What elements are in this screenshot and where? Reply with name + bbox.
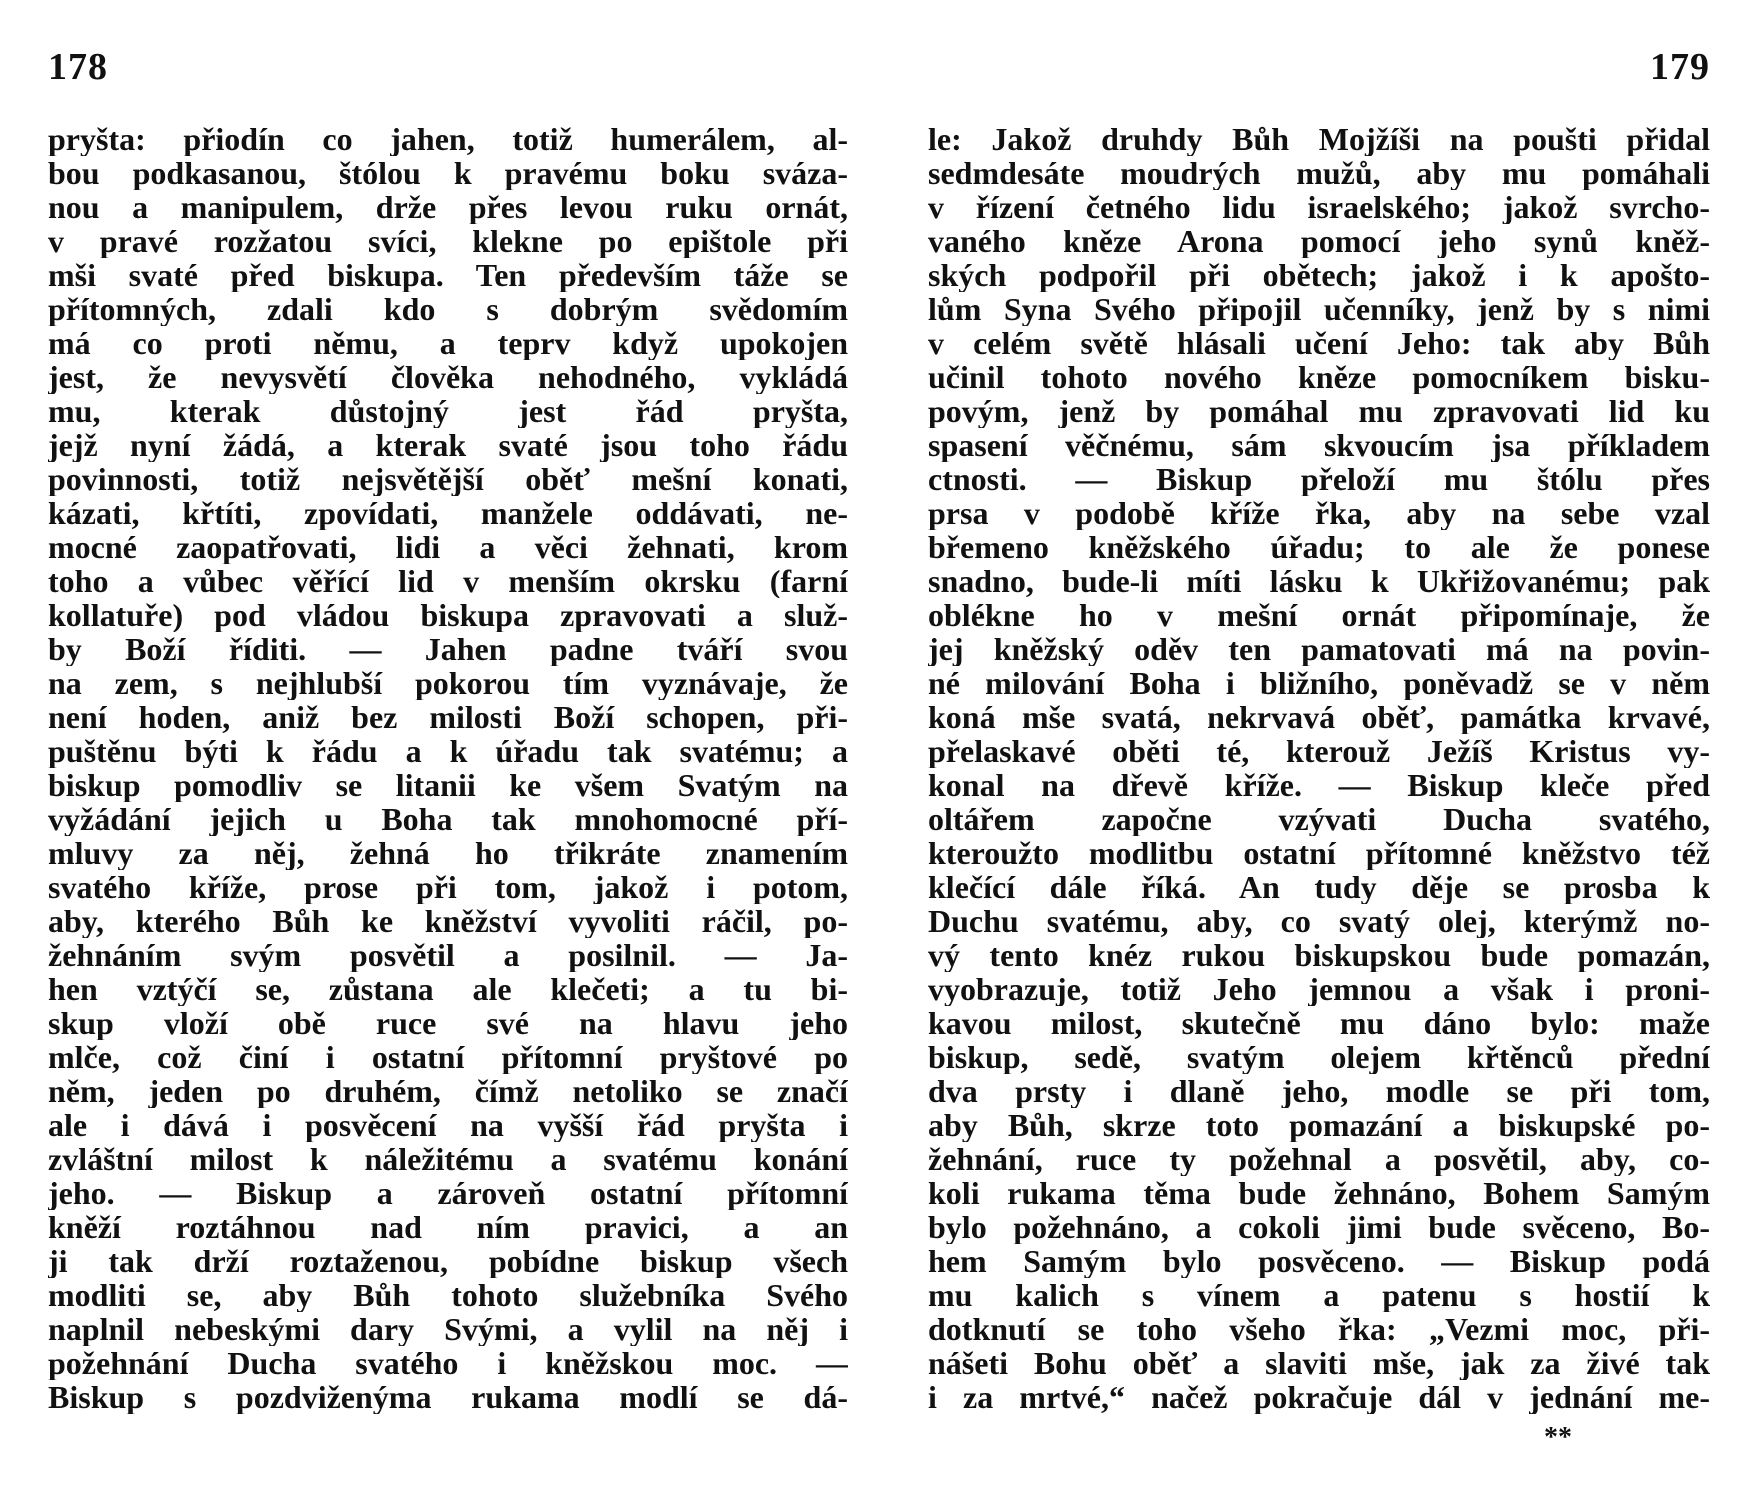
text-line: jest, že nevysvětí člověka nehodného, vykládá (48, 360, 848, 394)
text-line: Biskup s pozdviženýma rukama modlí se dá- (48, 1380, 848, 1414)
text-line: vyobrazuje, totiž Jeho jemnou a však i proni- (928, 972, 1710, 1006)
text-line: biskup, sedě, svatým olejem křtěnců přední (928, 1040, 1710, 1074)
text-line: povinnosti, totiž nejsvětější oběť mešní konati, (48, 462, 848, 496)
page-number-right: 179 (1650, 46, 1710, 88)
text-line: spasení věčnému, sám skvoucím jsa příkladem (928, 428, 1710, 462)
text-line: učinil tohoto nového kněze pomocníkem bisku- (928, 360, 1710, 394)
text-line: svatého kříže, prose při tom, jakož i potom, (48, 870, 848, 904)
text-line: hen vztýčí se, zůstana ale klečeti; a tu bi- (48, 972, 848, 1006)
text-line: lům Syna Svého připojil učenníky, jenž by s nimi (928, 292, 1710, 326)
text-line: kteroužto modlitbu ostatní přítomné kněžstvo též (928, 836, 1710, 870)
text-line: mši svaté před biskupa. Ten především táže se (48, 258, 848, 292)
text-line: kavou milost, skutečně mu dáno bylo: maže (928, 1006, 1710, 1040)
text-line: povým, jenž by pomáhal mu zpravovati lid ku (928, 394, 1710, 428)
left-page (48, 0, 848, 1500)
text-line: hem Samým bylo posvěceno. — Biskup podá (928, 1244, 1710, 1278)
text-line: biskup pomodliv se litanii ke všem Svatým na (48, 768, 848, 802)
text-line: v pravé rozžatou svíci, klekne po epištole při (48, 224, 848, 258)
text-line: oblékne ho v mešní ornát připomínaje, že (928, 598, 1710, 632)
left-page-text (48, 122, 848, 1414)
text-line: mu, kterak důstojný jest řád pryšta, (48, 394, 848, 428)
signature-mark: ** (1544, 1422, 1572, 1453)
text-line: přelaskavé oběti té, kterouž Ježíš Kristus vy- (928, 734, 1710, 768)
text-line: na zem, s nejhlubší pokorou tím vyznávaje, že (48, 666, 848, 700)
text-line: nou a manipulem, drže přes levou ruku ornát, (48, 190, 848, 224)
text-line: dva prsty i dlaně jeho, modle se při tom, (928, 1074, 1710, 1108)
text-line: pryšta: přiodín co jahen, totiž humerálem, al- (48, 122, 848, 156)
text-line: mocné zaopatřovati, lidi a věci žehnati, krom (48, 530, 848, 564)
text-line: dotknutí se toho všeho řka: „Vezmi moc, při- (928, 1312, 1710, 1346)
text-line: zvláštní milost k náležitému a svatému konání (48, 1142, 848, 1176)
right-page (928, 0, 1710, 1500)
text-line: koná mše svatá, nekrvavá oběť, památka krvavé, (928, 700, 1710, 734)
text-line: oltářem započne vzývati Ducha svatého, (928, 802, 1710, 836)
text-line: aby Bůh, skrze toto pomazání a biskupské po- (928, 1108, 1710, 1142)
text-line: bou podkasanou, štólou k pravému boku sváza- (48, 156, 848, 190)
text-line: koli rukama těma bude žehnáno, Bohem Samým (928, 1176, 1710, 1210)
text-line: vyžádání jejich u Boha tak mnohomocné pří- (48, 802, 848, 836)
text-line: kněží roztáhnou nad ním pravici, a an (48, 1210, 848, 1244)
text-line: ctnosti. — Biskup přeloží mu štólu přes (928, 462, 1710, 496)
right-page-text (928, 122, 1710, 1414)
text-line: žehnáním svým posvětil a posilnil. — Ja- (48, 938, 848, 972)
text-line: břemeno kněžského úřadu; to ale že ponese (928, 530, 1710, 564)
text-line: ji tak drží roztaženou, pobídne biskup všech (48, 1244, 848, 1278)
text-line: klečící dále říká. An tudy děje se prosba k (928, 870, 1710, 904)
text-line: nášeti Bohu oběť a slaviti mše, jak za živé tak (928, 1346, 1710, 1380)
text-line: prsa v podobě kříže řka, aby na sebe vzal (928, 496, 1710, 530)
text-line: modliti se, aby Bůh tohoto služebníka Svého (48, 1278, 848, 1312)
text-line: jeho. — Biskup a zároveň ostatní přítomní (48, 1176, 848, 1210)
text-line: jejž nyní žádá, a kterak svaté jsou toho řádu (48, 428, 848, 462)
text-line: kázati, křtíti, zpovídati, manžele oddávati, ne- (48, 496, 848, 530)
text-line: ských podpořil při obětech; jakož i k apošto- (928, 258, 1710, 292)
page-number-left: 178 (48, 46, 108, 88)
text-line: v řízení četného lidu israelského; jakož svrcho- (928, 190, 1710, 224)
text-line: v celém světě hlásali učení Jeho: tak aby Bůh (928, 326, 1710, 360)
text-line: mu kalich s vínem a patenu s hostií k (928, 1278, 1710, 1312)
text-line: by Boží říditi. — Jahen padne tváří svou (48, 632, 848, 666)
text-line: Duchu svatému, aby, co svatý olej, kterýmž no- (928, 904, 1710, 938)
text-line: mluvy za něj, žehná ho třikráte znamením (48, 836, 848, 870)
text-line: skup vloží obě ruce své na hlavu jeho (48, 1006, 848, 1040)
text-line: le: Jakož druhdy Bůh Mojžíši na poušti přidal (928, 122, 1710, 156)
text-line: ale i dává i posvěcení na vyšší řád pryšta i (48, 1108, 848, 1142)
text-line: něm, jeden po druhém, čímž netoliko se značí (48, 1074, 848, 1108)
text-line: i za mrtvé,“ načež pokračuje dál v jednání me- (928, 1380, 1710, 1414)
text-line: bylo požehnáno, a cokoli jimi bude svěceno, Bo- (928, 1210, 1710, 1244)
text-line: vaného kněze Arona pomocí jeho synů kněž- (928, 224, 1710, 258)
text-line: mlče, což činí i ostatní přítomní pryštové po (48, 1040, 848, 1074)
text-line: přítomných, zdali kdo s dobrým svědomím (48, 292, 848, 326)
text-line: má co proti němu, a teprv když upokojen (48, 326, 848, 360)
text-line: jej kněžský oděv ten pamatovati má na povin- (928, 632, 1710, 666)
text-line: žehnání, ruce ty požehnal a posvětil, aby, co- (928, 1142, 1710, 1176)
text-line: snadno, bude-li míti lásku k Ukřižovanému; pak (928, 564, 1710, 598)
text-line: není hoden, aniž bez milosti Boží schopen, při- (48, 700, 848, 734)
text-line: konal na dřevě kříže. — Biskup kleče před (928, 768, 1710, 802)
text-line: vý tento knéz rukou biskupskou bude pomazán, (928, 938, 1710, 972)
text-line: kollatuře) pod vládou biskupa zpravovati a služ- (48, 598, 848, 632)
text-line: požehnání Ducha svatého i kněžskou moc. — (48, 1346, 848, 1380)
text-line: né milování Boha i bližního, poněvadž se v něm (928, 666, 1710, 700)
text-line: naplnil nebeskými dary Svými, a vylil na něj i (48, 1312, 848, 1346)
text-line: sedmdesáte moudrých mužů, aby mu pomáhali (928, 156, 1710, 190)
text-line: aby, kterého Bůh ke kněžství vyvoliti ráčil, po- (48, 904, 848, 938)
text-line: toho a vůbec věřící lid v menším okrsku (farní (48, 564, 848, 598)
text-line: puštěnu býti k řádu a k úřadu tak svatému; a (48, 734, 848, 768)
